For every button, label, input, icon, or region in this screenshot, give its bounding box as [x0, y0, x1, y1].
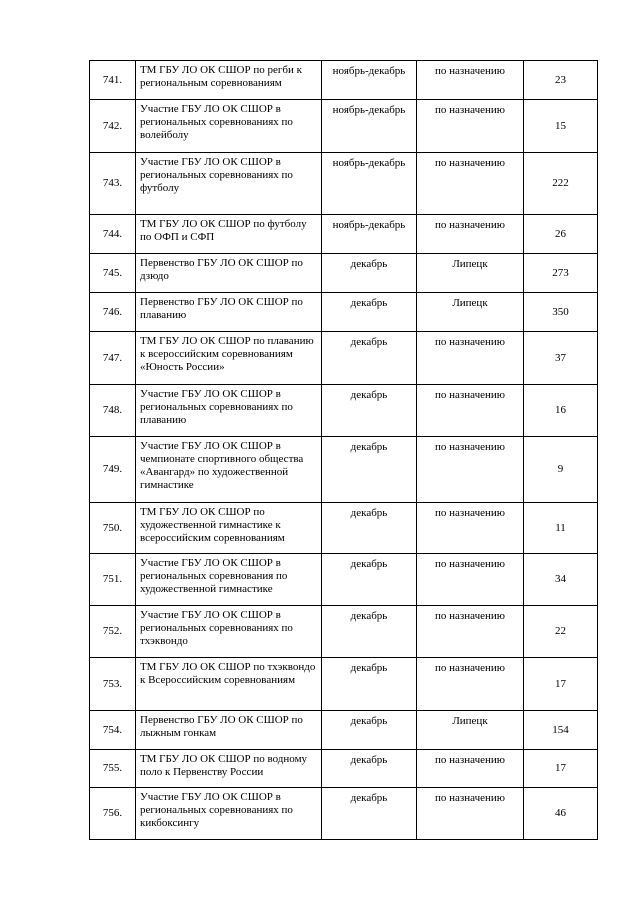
row-number: 749. — [90, 437, 136, 503]
row-number: 743. — [90, 153, 136, 215]
event-place: по назначению — [417, 788, 524, 840]
event-place: Липецк — [417, 254, 524, 293]
participant-count: 222 — [524, 153, 598, 215]
event-date: декабрь — [322, 554, 417, 606]
event-name: ТМ ГБУ ЛО ОК СШОР по тхэквондо к Всероссийским соревнованиям — [136, 658, 322, 711]
row-number: 742. — [90, 100, 136, 153]
event-date: декабрь — [322, 293, 417, 332]
event-name: Участие ГБУ ЛО ОК СШОР в региональных соревнованиях по волейболу — [136, 100, 322, 153]
event-date: декабрь — [322, 332, 417, 385]
event-place: по назначению — [417, 61, 524, 100]
participant-count: 23 — [524, 61, 598, 100]
participant-count: 26 — [524, 215, 598, 254]
event-date: декабрь — [322, 788, 417, 840]
event-place: Липецк — [417, 711, 524, 750]
table-row — [90, 750, 598, 788]
table-row — [90, 254, 598, 293]
row-number: 755. — [90, 750, 136, 788]
row-number: 751. — [90, 554, 136, 606]
event-date: декабрь — [322, 658, 417, 711]
participant-count: 46 — [524, 788, 598, 840]
event-date: ноябрь-декабрь — [322, 61, 417, 100]
table-row — [90, 788, 598, 840]
event-date: ноябрь-декабрь — [322, 215, 417, 254]
participant-count: 17 — [524, 658, 598, 711]
event-name: ТМ ГБУ ЛО ОК СШОР по водному поло к Первенству России — [136, 750, 322, 788]
table-row — [90, 293, 598, 332]
event-place: по назначению — [417, 503, 524, 554]
table-row — [90, 503, 598, 554]
event-name: Участие ГБУ ЛО ОК СШОР в региональных соревнованиях по кикбоксингу — [136, 788, 322, 840]
event-name: Участие ГБУ ЛО ОК СШОР в региональных соревнованиях по тхэквондо — [136, 606, 322, 658]
participant-count: 37 — [524, 332, 598, 385]
event-date: ноябрь-декабрь — [322, 153, 417, 215]
event-name: Первенство ГБУ ЛО ОК СШОР по дзюдо — [136, 254, 322, 293]
table-row — [90, 658, 598, 711]
participant-count: 17 — [524, 750, 598, 788]
table-row — [90, 100, 598, 153]
participant-count: 15 — [524, 100, 598, 153]
table-row — [90, 332, 598, 385]
event-place: по назначению — [417, 385, 524, 437]
event-date: декабрь — [322, 503, 417, 554]
table-row — [90, 711, 598, 750]
event-name: Участие ГБУ ЛО ОК СШОР в чемпионате спортивного общества «Авангард» по художественной гимнастике — [136, 437, 322, 503]
event-place: по назначению — [417, 554, 524, 606]
row-number: 753. — [90, 658, 136, 711]
row-number: 750. — [90, 503, 136, 554]
row-number: 752. — [90, 606, 136, 658]
event-place: по назначению — [417, 606, 524, 658]
event-date: декабрь — [322, 385, 417, 437]
row-number: 748. — [90, 385, 136, 437]
event-date: декабрь — [322, 750, 417, 788]
event-date: декабрь — [322, 711, 417, 750]
event-name: Участие ГБУ ЛО ОК СШОР в региональных соревнования по художественной гимнастике — [136, 554, 322, 606]
table-row — [90, 153, 598, 215]
event-name: Участие ГБУ ЛО ОК СШОР в региональных соревнованиях по плаванию — [136, 385, 322, 437]
row-number: 747. — [90, 332, 136, 385]
participant-count: 22 — [524, 606, 598, 658]
event-date: декабрь — [322, 254, 417, 293]
event-name: Первенство ГБУ ЛО ОК СШОР по лыжным гонкам — [136, 711, 322, 750]
row-number: 756. — [90, 788, 136, 840]
event-name: ТМ ГБУ ЛО ОК СШОР по футболу по ОФП и СФП — [136, 215, 322, 254]
participant-count: 350 — [524, 293, 598, 332]
participant-count: 34 — [524, 554, 598, 606]
event-name: Участие ГБУ ЛО ОК СШОР в региональных соревнованиях по футболу — [136, 153, 322, 215]
event-place: по назначению — [417, 658, 524, 711]
participant-count: 273 — [524, 254, 598, 293]
table-row — [90, 606, 598, 658]
event-name: Первенство ГБУ ЛО ОК СШОР по плаванию — [136, 293, 322, 332]
row-number: 746. — [90, 293, 136, 332]
row-number: 741. — [90, 61, 136, 100]
participant-count: 9 — [524, 437, 598, 503]
event-place: по назначению — [417, 750, 524, 788]
event-place: по назначению — [417, 215, 524, 254]
event-date: ноябрь-декабрь — [322, 100, 417, 153]
event-name: ТМ ГБУ ЛО ОК СШОР по регби к региональным соревнованиям — [136, 61, 322, 100]
participant-count: 11 — [524, 503, 598, 554]
event-place: по назначению — [417, 332, 524, 385]
row-number: 744. — [90, 215, 136, 254]
participant-count: 154 — [524, 711, 598, 750]
table-row — [90, 215, 598, 254]
event-place: по назначению — [417, 100, 524, 153]
event-date: декабрь — [322, 606, 417, 658]
table-body — [90, 61, 598, 840]
table-row — [90, 385, 598, 437]
event-date: декабрь — [322, 437, 417, 503]
event-name: ТМ ГБУ ЛО ОК СШОР по плаванию к всероссийским соревнованиям «Юность России» — [136, 332, 322, 385]
table-row — [90, 554, 598, 606]
event-place: по назначению — [417, 153, 524, 215]
events-table — [89, 60, 598, 840]
table-row — [90, 61, 598, 100]
event-place: Липецк — [417, 293, 524, 332]
event-name: ТМ ГБУ ЛО ОК СШОР по художественной гимнастике к всероссийским соревнованиям — [136, 503, 322, 554]
table-row — [90, 437, 598, 503]
participant-count: 16 — [524, 385, 598, 437]
row-number: 754. — [90, 711, 136, 750]
row-number: 745. — [90, 254, 136, 293]
event-place: по назначению — [417, 437, 524, 503]
